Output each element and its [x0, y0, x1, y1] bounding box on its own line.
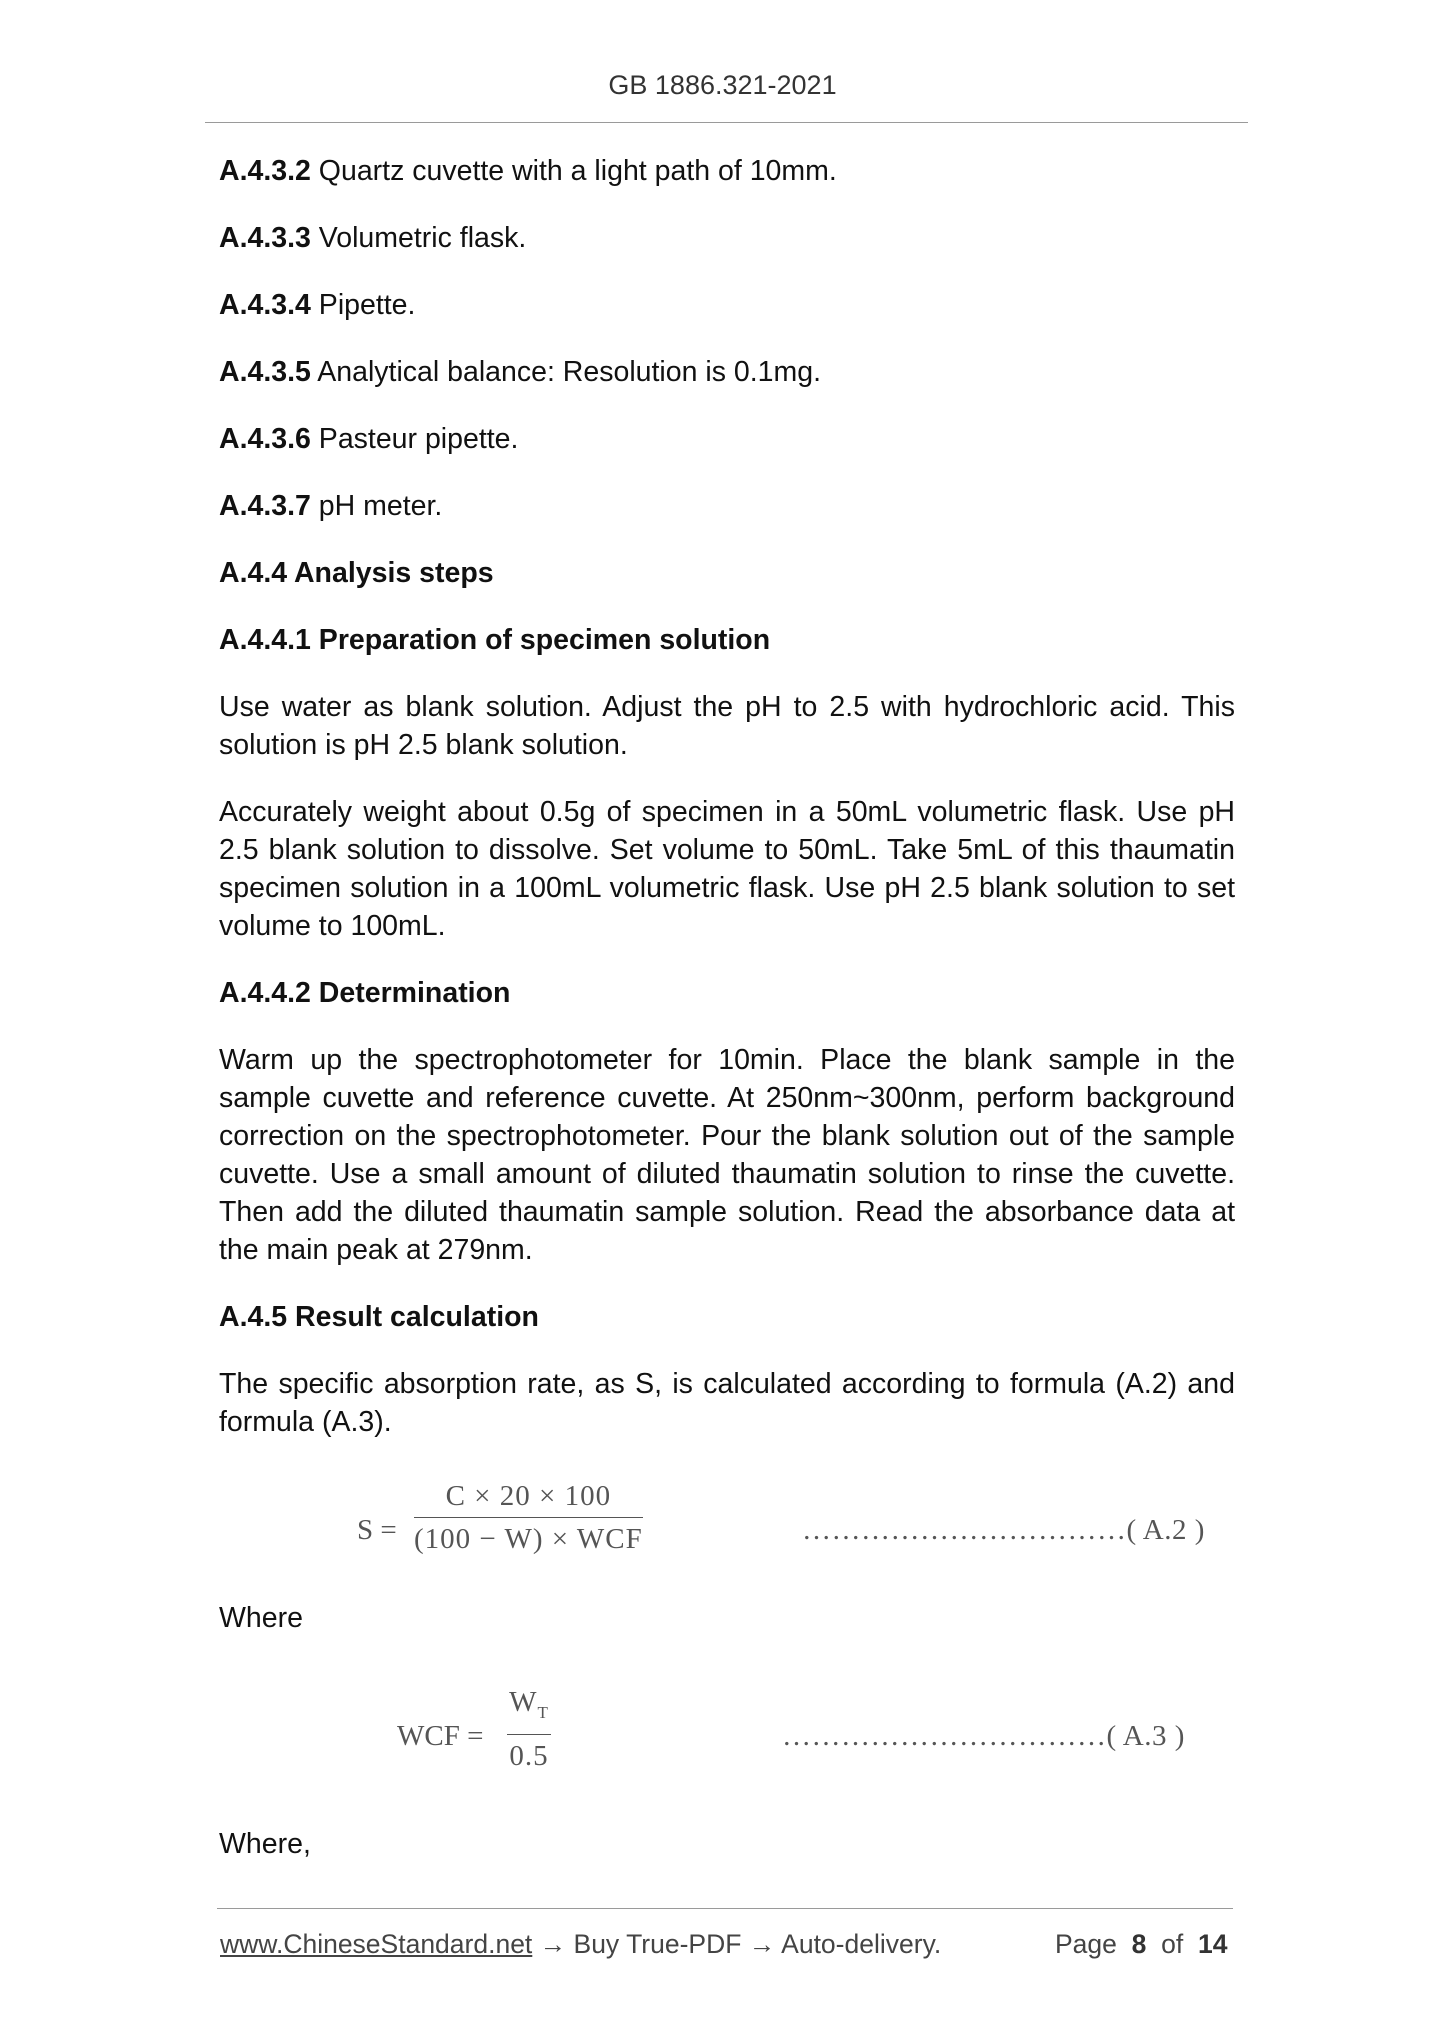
- heading-analysis-steps: A.4.4 Analysis steps: [219, 557, 494, 589]
- item-a435: [219, 353, 1235, 391]
- item-text: Volumetric flask.: [310, 222, 527, 254]
- header-divider: [205, 122, 1248, 123]
- paragraph-determination: Warm up the spectrophotometer for 10min. Place the blank sample in the sample cuvette and reference cuvette. At 250nm~300nm, perform background correction on the spectrophotometer. Pour the blank solution out of the sample cuvette. Use a small amount of diluted thaumatin solution to rinse the cuvette. Then add the diluted thaumatin sample solution. Read the absorbance data at the main peak at 279nm.: [219, 1044, 1235, 1266]
- footer-divider: [217, 1908, 1233, 1909]
- of-label: of: [1161, 1929, 1184, 1959]
- item-number: A.4.3.6: [219, 423, 311, 455]
- formula-a2-numerator: C × 20 × 100: [445, 1480, 612, 1512]
- item-a433: [219, 219, 1235, 257]
- heading-determination: A.4.4.2 Determination: [219, 977, 511, 1009]
- item-text: Pasteur pipette.: [310, 423, 519, 455]
- paragraph-result: The specific absorption rate, as S, is calculated according to formula (A.2) and formula (A.3).: [219, 1368, 1235, 1438]
- item-text: Analytical balance: Resolution is 0.1mg.: [310, 356, 822, 388]
- item-number: A.4.3.7: [219, 490, 311, 522]
- document-body: [219, 152, 1235, 1863]
- heading-preparation: A.4.4.1 Preparation of specimen solution: [219, 624, 771, 656]
- footer-promo: [220, 1929, 941, 1960]
- item-number: A.4.3.5: [219, 356, 311, 388]
- item-text: Quartz cuvette with a light path of 10mm.: [310, 155, 837, 187]
- fraction-bar: [414, 1517, 643, 1518]
- item-text: Pipette.: [310, 289, 416, 321]
- formula-a2-denominator: (100 − W) × WCF: [414, 1523, 643, 1555]
- page-label: Page: [1055, 1929, 1117, 1959]
- formula-a2-label: ……………………………( A.2 ): [802, 1514, 1205, 1546]
- item-number: A.4.3.4: [219, 289, 311, 321]
- formula-a3-denominator: 0.5: [509, 1739, 549, 1772]
- formula-a3-fraction: [507, 1685, 551, 1773]
- formula-a3-numerator: [507, 1685, 551, 1730]
- item-a436: [219, 420, 1235, 458]
- document-number-header: GB 1886.321-2021: [608, 70, 837, 100]
- item-a434: [219, 286, 1235, 324]
- formula-a3: [219, 1677, 1235, 1797]
- current-page-number: 8: [1131, 1929, 1147, 1959]
- item-number: A.4.3.2: [219, 155, 311, 187]
- fraction-bar: [507, 1734, 551, 1735]
- formula-a3-label: ……………………………( A.3 ): [782, 1720, 1185, 1752]
- formula-a2-lhs: S =: [357, 1514, 397, 1546]
- item-number: A.4.3.3: [219, 222, 311, 254]
- item-a437: [219, 487, 1235, 525]
- paragraph-weighing: Accurately weight about 0.5g of specimen in a 50mL volumetric flask. Use pH 2.5 blank solution to dissolve. Set volume to 50mL. Take 5mL of this thaumatin specimen solution in a 100mL volumetric flask. Use pH 2.5 blank solution to set volume to 100mL.: [219, 796, 1235, 942]
- total-pages-number: 14: [1197, 1929, 1228, 1959]
- page-indicator: [1055, 1929, 1227, 1960]
- heading-result-calculation: A.4.5 Result calculation: [219, 1301, 539, 1333]
- formula-a3-numerator-sub: T: [537, 1702, 549, 1722]
- footer-promo-text: → Buy True-PDF → Auto-delivery.: [532, 1929, 942, 1959]
- formula-a2: [219, 1471, 1235, 1591]
- formula-a2-fraction: [414, 1479, 643, 1556]
- formula-a3-numerator-w: W: [509, 1686, 538, 1718]
- paragraph-blank-solution: Use water as blank solution. Adjust the pH to 2.5 with hydrochloric acid. This solution is pH 2.5 blank solution.: [219, 691, 1235, 761]
- item-text: pH meter.: [310, 490, 443, 522]
- formula-a3-lhs: WCF =: [397, 1720, 484, 1752]
- where-label-2: Where,: [219, 1828, 311, 1860]
- website-link[interactable]: www.ChineseStandard.net: [220, 1929, 533, 1959]
- item-a432: [219, 152, 1235, 190]
- where-label: Where: [219, 1602, 303, 1634]
